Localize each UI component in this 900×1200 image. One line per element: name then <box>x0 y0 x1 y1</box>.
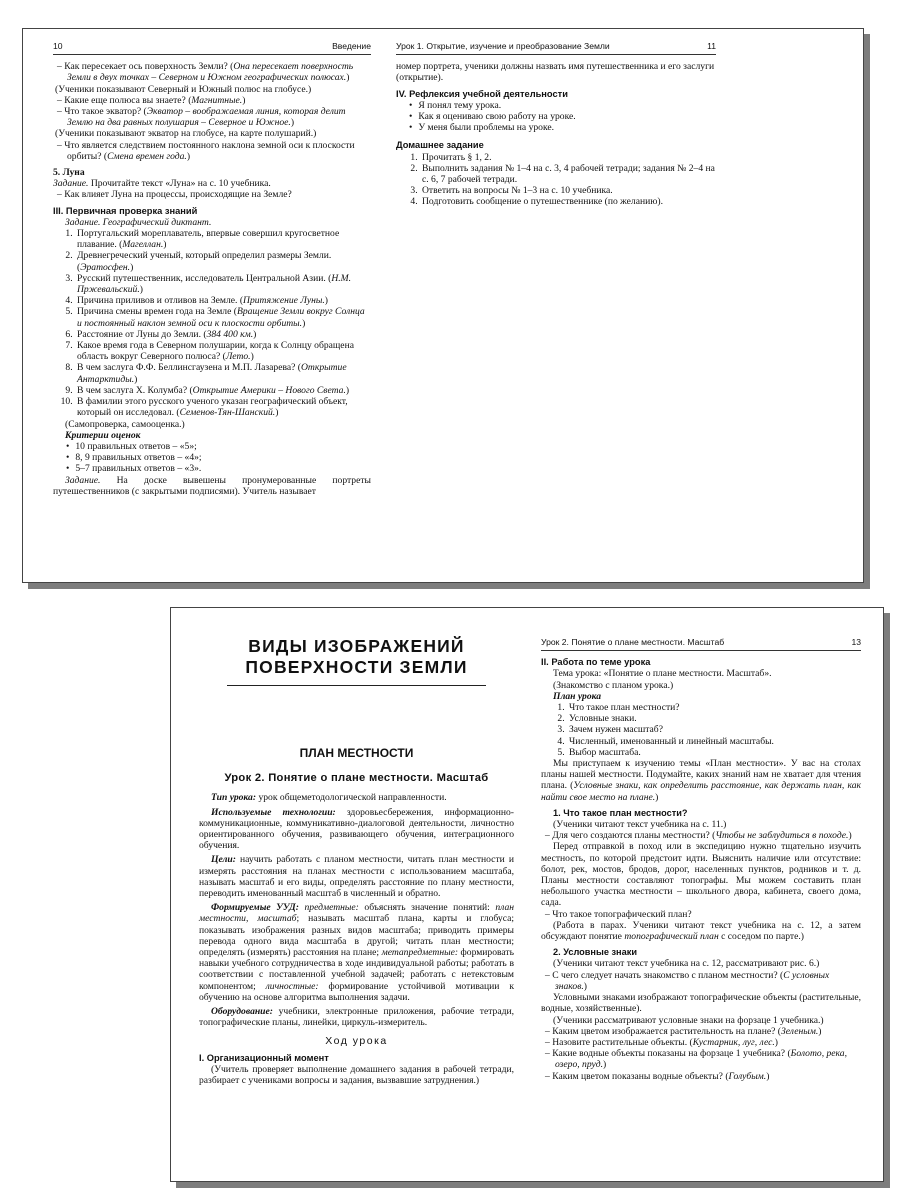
plan-title: План урока <box>553 690 602 702</box>
subsection-title: 5. Луна <box>53 167 85 179</box>
paragraph: (Учитель проверяет выполнение домашнего задания в рабочей тетради, разбирает с учениками вопросы и задания, вызвавшие затруднения.) <box>199 1063 514 1087</box>
list-item: • Я понял тему урока. <box>420 100 716 111</box>
list-item: 6. Расстояние от Луны до Земли. (384 400 км.) <box>75 329 371 340</box>
question-line: – Назовите растительные объекты. (Кустарник, луг, лес.) <box>541 1037 861 1048</box>
list-item: • У меня были проблемы на уроке. <box>420 122 716 133</box>
reflection-list <box>396 100 716 134</box>
question-line: – Что такое топографический план? <box>541 909 861 920</box>
task-paragraph: Задание. На доске вывешены пронумерованные портреты путешественников (с закрытыми подписями). Учитель называет <box>53 474 371 497</box>
paragraph: (Работа в парах. Ученики читают текст учебника на с. 12, а затем обсуждают понятие топографический план с соседом по парте.) <box>541 919 861 943</box>
question-line: – Что такое экватор? (Экватор – воображаемая линия, которая делит Землю на два равных полушария – Северное и Южное.) <box>53 106 371 128</box>
list-item: 2. Условные знаки. <box>567 713 861 724</box>
instruction-line: (Ученики читают текст учебника на с. 11.) <box>553 819 727 831</box>
running-header <box>53 41 371 55</box>
question-line: – Как пересекает ось поверхность Земли? (Она пересекает поверхность Земли в двух точках – Северном и Южном географических полюсах.) <box>53 61 371 83</box>
instruction-line: (Ученики читают текст учебника на с. 12, рассматривают рис. 6.) <box>553 958 820 970</box>
list-item: 4. Подготовить сообщение о путешественнике (по желанию). <box>420 196 716 207</box>
list-item: 7. Какое время года в Северном полушарии, когда к Солнцу обращена область вокруг Северного полюса? (Лето.) <box>75 340 371 362</box>
instruction-line: (Ученики рассматривают условные знаки на форзаце 1 учебника.) <box>553 1014 824 1026</box>
page-10 <box>53 41 371 497</box>
paragraph: Оборудование: учебники, электронные приложения, рабочие тетради, топографические планы, линейки, циркуль-измеритель. <box>199 1006 514 1029</box>
running-header-title: Введение <box>332 41 371 51</box>
question-line: – Для чего создаются планы местности? (Чтобы не заблудиться в походе.) <box>541 830 861 841</box>
self-check-line: (Самопроверка, самооценка.) <box>65 418 185 430</box>
task-line: Задание. Прочитайте текст «Луна» на с. 10 учебника. <box>53 178 271 190</box>
topic-line: Тема урока: «Понятие о плане местности. Масштаб». <box>553 668 772 680</box>
subsection-title: 1. Что такое план местности? <box>553 807 688 818</box>
section-title: Домашнее задание <box>396 140 484 151</box>
list-item: 9. В чем заслуга Х. Колумба? (Открытие Америки – Нового Света.) <box>75 385 371 396</box>
section-title: I. Организационный момент <box>199 1052 329 1063</box>
list-item: 5. Выбор масштаба. <box>567 747 861 758</box>
section-title: II. Работа по теме урока <box>541 657 651 668</box>
question-line: – С чего следует начать знакомство с планом местности? (С условных знаков.) <box>541 970 861 992</box>
list-item: 5. Причина смены времен года на Земле (Вращение Земли вокруг Солнца и постоянный наклон земной оси к плоскости орбиты.) <box>75 306 371 328</box>
list-item: 2. Выполнить задания № 1–4 на с. 3, 4 рабочей тетради; задания № 2–4 на с. 6, 7 рабочей тетради. <box>420 163 716 185</box>
list-item: 4. Причина приливов и отливов на Земле. (Притяжение Луны.) <box>75 295 371 306</box>
homework-list <box>396 152 716 208</box>
list-item: • 5–7 правильных ответов – «3». <box>77 463 371 474</box>
list-item: 4. Численный, именованный и линейный масштабы. <box>567 736 861 747</box>
list-item: 3. Зачем нужен масштаб? <box>567 724 861 735</box>
question-line: – Что является следствием постоянного наклона земной оси к плоскости орбиты? (Смена времен года.) <box>53 140 371 162</box>
plan-list <box>541 702 861 758</box>
question-line: – Как влияет Луна на процессы, происходящие на Земле? <box>53 189 371 200</box>
list-item: 1. Португальский мореплаватель, впервые совершил кругосветное плавание. (Магеллан.) <box>75 228 371 250</box>
instruction-line: (Ученики показывают экватор на глобусе, на карте полушарий.) <box>55 128 317 140</box>
dictation-list <box>53 228 371 418</box>
list-item: • Как я оцениваю свою работу на уроке. <box>420 111 716 122</box>
course-title: Ход урока <box>325 1035 388 1048</box>
lesson-title: Урок 2. Понятие о плане местности. Масштаб <box>224 772 489 785</box>
page-13 <box>541 637 861 1082</box>
paragraph: Условными знаками изображают топографические объекты (растительные, водные, хозяйственные). <box>541 992 861 1015</box>
paragraph: номер портрета, ученики должны назвать имя путешественника и его заслуги (открытие). <box>396 61 715 84</box>
list-item: • 10 правильных ответов – «5»; <box>77 441 371 452</box>
subsection-title: 2. Условные знаки <box>553 947 637 958</box>
title-divider <box>227 685 486 686</box>
running-header-title: Урок 2. Понятие о плане местности. Масштаб <box>541 637 725 647</box>
criteria-title: Критерии оценок <box>65 429 141 441</box>
list-item: 2. Древнегреческий ученый, который определил размеры Земли. (Эратосфен.) <box>75 250 371 272</box>
page-12 <box>199 636 514 1086</box>
running-header <box>396 41 716 55</box>
paragraph: Тип урока: урок общеметодологической направленности. <box>211 792 447 804</box>
section-title: IV. Рефлексия учебной деятельности <box>396 88 568 99</box>
question-line: – Каким цветом показаны водные объекты? (Голубым.) <box>541 1071 861 1082</box>
page-number: 10 <box>53 41 63 51</box>
question-line: – Каким цветом изображается растительность на плане? (Зеленым.) <box>541 1026 861 1037</box>
list-item: 8. В чем заслуга Ф.Ф. Беллинсгаузена и М.П. Лазарева? (Открытие Антарктиды.) <box>75 362 371 384</box>
page-11 <box>396 41 716 208</box>
paragraph: Используемые технологии: здоровьесбережения, информационно-коммуникационные, коммуникативно-диалоговой деятельности, личностно ориентированного обучения, развивающего обучения, интеграционного обучения. <box>199 806 514 852</box>
list-item: 1. Прочитать § 1, 2. <box>420 152 716 163</box>
task-line: Задание. Географический диктант. <box>65 216 212 228</box>
question-line: – Какие водные объекты показаны на форзаце 1 учебника? (Болото, река, озеро, пруд.) <box>541 1048 861 1070</box>
instruction-line: (Знакомство с планом урока.) <box>553 679 674 691</box>
list-item: • 8, 9 правильных ответов – «4»; <box>77 452 371 463</box>
paragraph: Цели: научить работать с планом местности, читать план местности и измерять расстояния на планах местности с использованием масштаба, называть масштаб и его виды, определять расстояние по плану местности, переводить именованный масштаб в численный и обратно. <box>199 854 514 900</box>
page-number: 13 <box>851 637 861 647</box>
page-number: 11 <box>707 41 716 51</box>
criteria-list <box>53 441 371 475</box>
instruction-line: (Ученики показывают Северный и Южный полюс на глобусе.) <box>55 83 312 95</box>
question-line: – Какие еще полюса вы знаете? (Магнитные.) <box>53 95 371 106</box>
section-title: III. Первичная проверка знаний <box>53 205 198 216</box>
list-item: 1. Что такое план местности? <box>567 702 861 713</box>
book-spread-top <box>22 28 864 583</box>
running-header <box>541 637 861 651</box>
running-header-title: Урок 1. Открытие, изучение и преобразование Земли <box>396 41 610 51</box>
chapter-title: ВИДЫ ИЗОБРАЖЕНИЙ ПОВЕРХНОСТИ ЗЕМЛИ <box>245 636 468 677</box>
paragraph: Мы приступаем к изучению темы «План местности». У вас на столах планы нашей местности. Подумайте, каких знаний нам не хватает для чтения плана. (Условные знаки, как определить расстояние, как держать план, как найти свое место на плане.) <box>541 758 861 803</box>
book-spread-bottom <box>170 607 884 1182</box>
section-title: ПЛАН МЕСТНОСТИ <box>299 746 414 760</box>
paragraph: Перед отправкой в поход или в экспедицию нужно тщательно изучить местность, по которой предстоит идти. Выяснить наличие или отсутствие: болот, рек, мостов, бродов, дорог, населенных пунктов, родников и т. д. Планы местности составляют топографы. Мы можем составить план небольшого участка местности – школьного двора, кабинета, своего дома, сада. <box>541 841 861 909</box>
list-item: 3. Ответить на вопросы № 1–3 на с. 10 учебника. <box>420 185 716 196</box>
list-item: 3. Русский путешественник, исследователь Центральной Азии. (Н.М. Пржевальский.) <box>75 273 371 295</box>
list-item: 10. В фамилии этого русского ученого указан географический объект, который он исследовал. (Семенов-Тян-Шанский.) <box>75 396 371 418</box>
uud-paragraph: Формируемые УУД: предметные: объяснять значение понятий: план местности, масштаб; называть масштаб плана, карты и глобуса; показывать изображения разных видов масштаба; приводить примеры перевода одного вида масштаба в другой; читать план местности; определять (измерять) расстояния на плане; метапредметные: формировать навыки учебного сотрудничества в ходе индивидуальной работы; работать в соответствии с поставленной учебной задачей; работать с нетекстовым компонентом; личностные: формирование устойчивой мотивации к обучению на основе алгоритма выполнения задачи. <box>199 902 514 1003</box>
